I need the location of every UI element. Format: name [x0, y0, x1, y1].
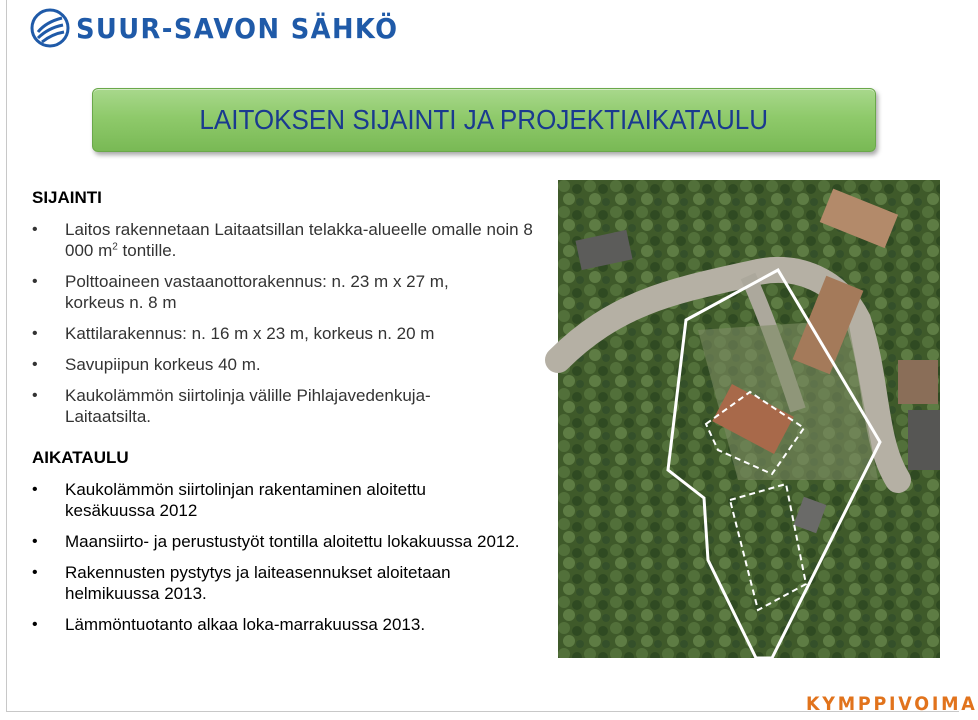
frame-line-left: [6, 0, 7, 712]
list-item: • Kaukolämmön siirtolinjan rakentaminen aloitettu kesäkuussa 2012: [32, 479, 515, 521]
list-item: • Lämmöntuotanto alkaa loka-marrakuussa 2013.: [32, 614, 542, 635]
list-item: • Rakennusten pystytys ja laiteasennukset aloitetaan helmikuussa 2013.: [32, 562, 525, 604]
logo-mark-icon: [30, 8, 70, 48]
superscript: 2: [112, 241, 118, 253]
logo-text: SUUR-SAVON SÄHKÖ: [76, 11, 399, 45]
company-logo: [30, 8, 426, 48]
aikataulu-list: [32, 479, 542, 635]
aerial-site-photo: [558, 180, 940, 658]
section-heading-sijainti: SIJAINTI: [32, 188, 102, 207]
list-item: • Savupiipun korkeus 40 m.: [32, 354, 542, 375]
list-item: • Kaukolämmön siirtolinja välille Pihlajavedenkuja-Laitaatsilta.: [32, 385, 505, 427]
list-item: • Polttoaineen vastaanottorakennus: n. 23 m x 27 m, korkeus n. 8 m: [32, 271, 505, 313]
sijainti-list: [32, 219, 542, 427]
section-heading-aikataulu: AIKATAULU: [32, 448, 129, 467]
page-title: LAITOKSEN SIJAINTI JA PROJEKTIAIKATAULU: [199, 104, 769, 135]
list-item: • Maansiirto- ja perustustyöt tontilla aloitettu lokakuussa 2012.: [32, 531, 565, 552]
title-banner: [92, 88, 876, 152]
list-item-text: tontille.: [117, 241, 177, 260]
footer-logo: KYMPPIVOIMA: [806, 693, 978, 715]
list-item: • Kattilarakennus: n. 16 m x 23 m, korkeus n. 20 m: [32, 323, 542, 344]
list-item-text: Laitos rakennetaan Laitaatsillan telakka-alueelle omalle noin 8 000 m: [65, 220, 533, 260]
list-item: [32, 219, 542, 261]
